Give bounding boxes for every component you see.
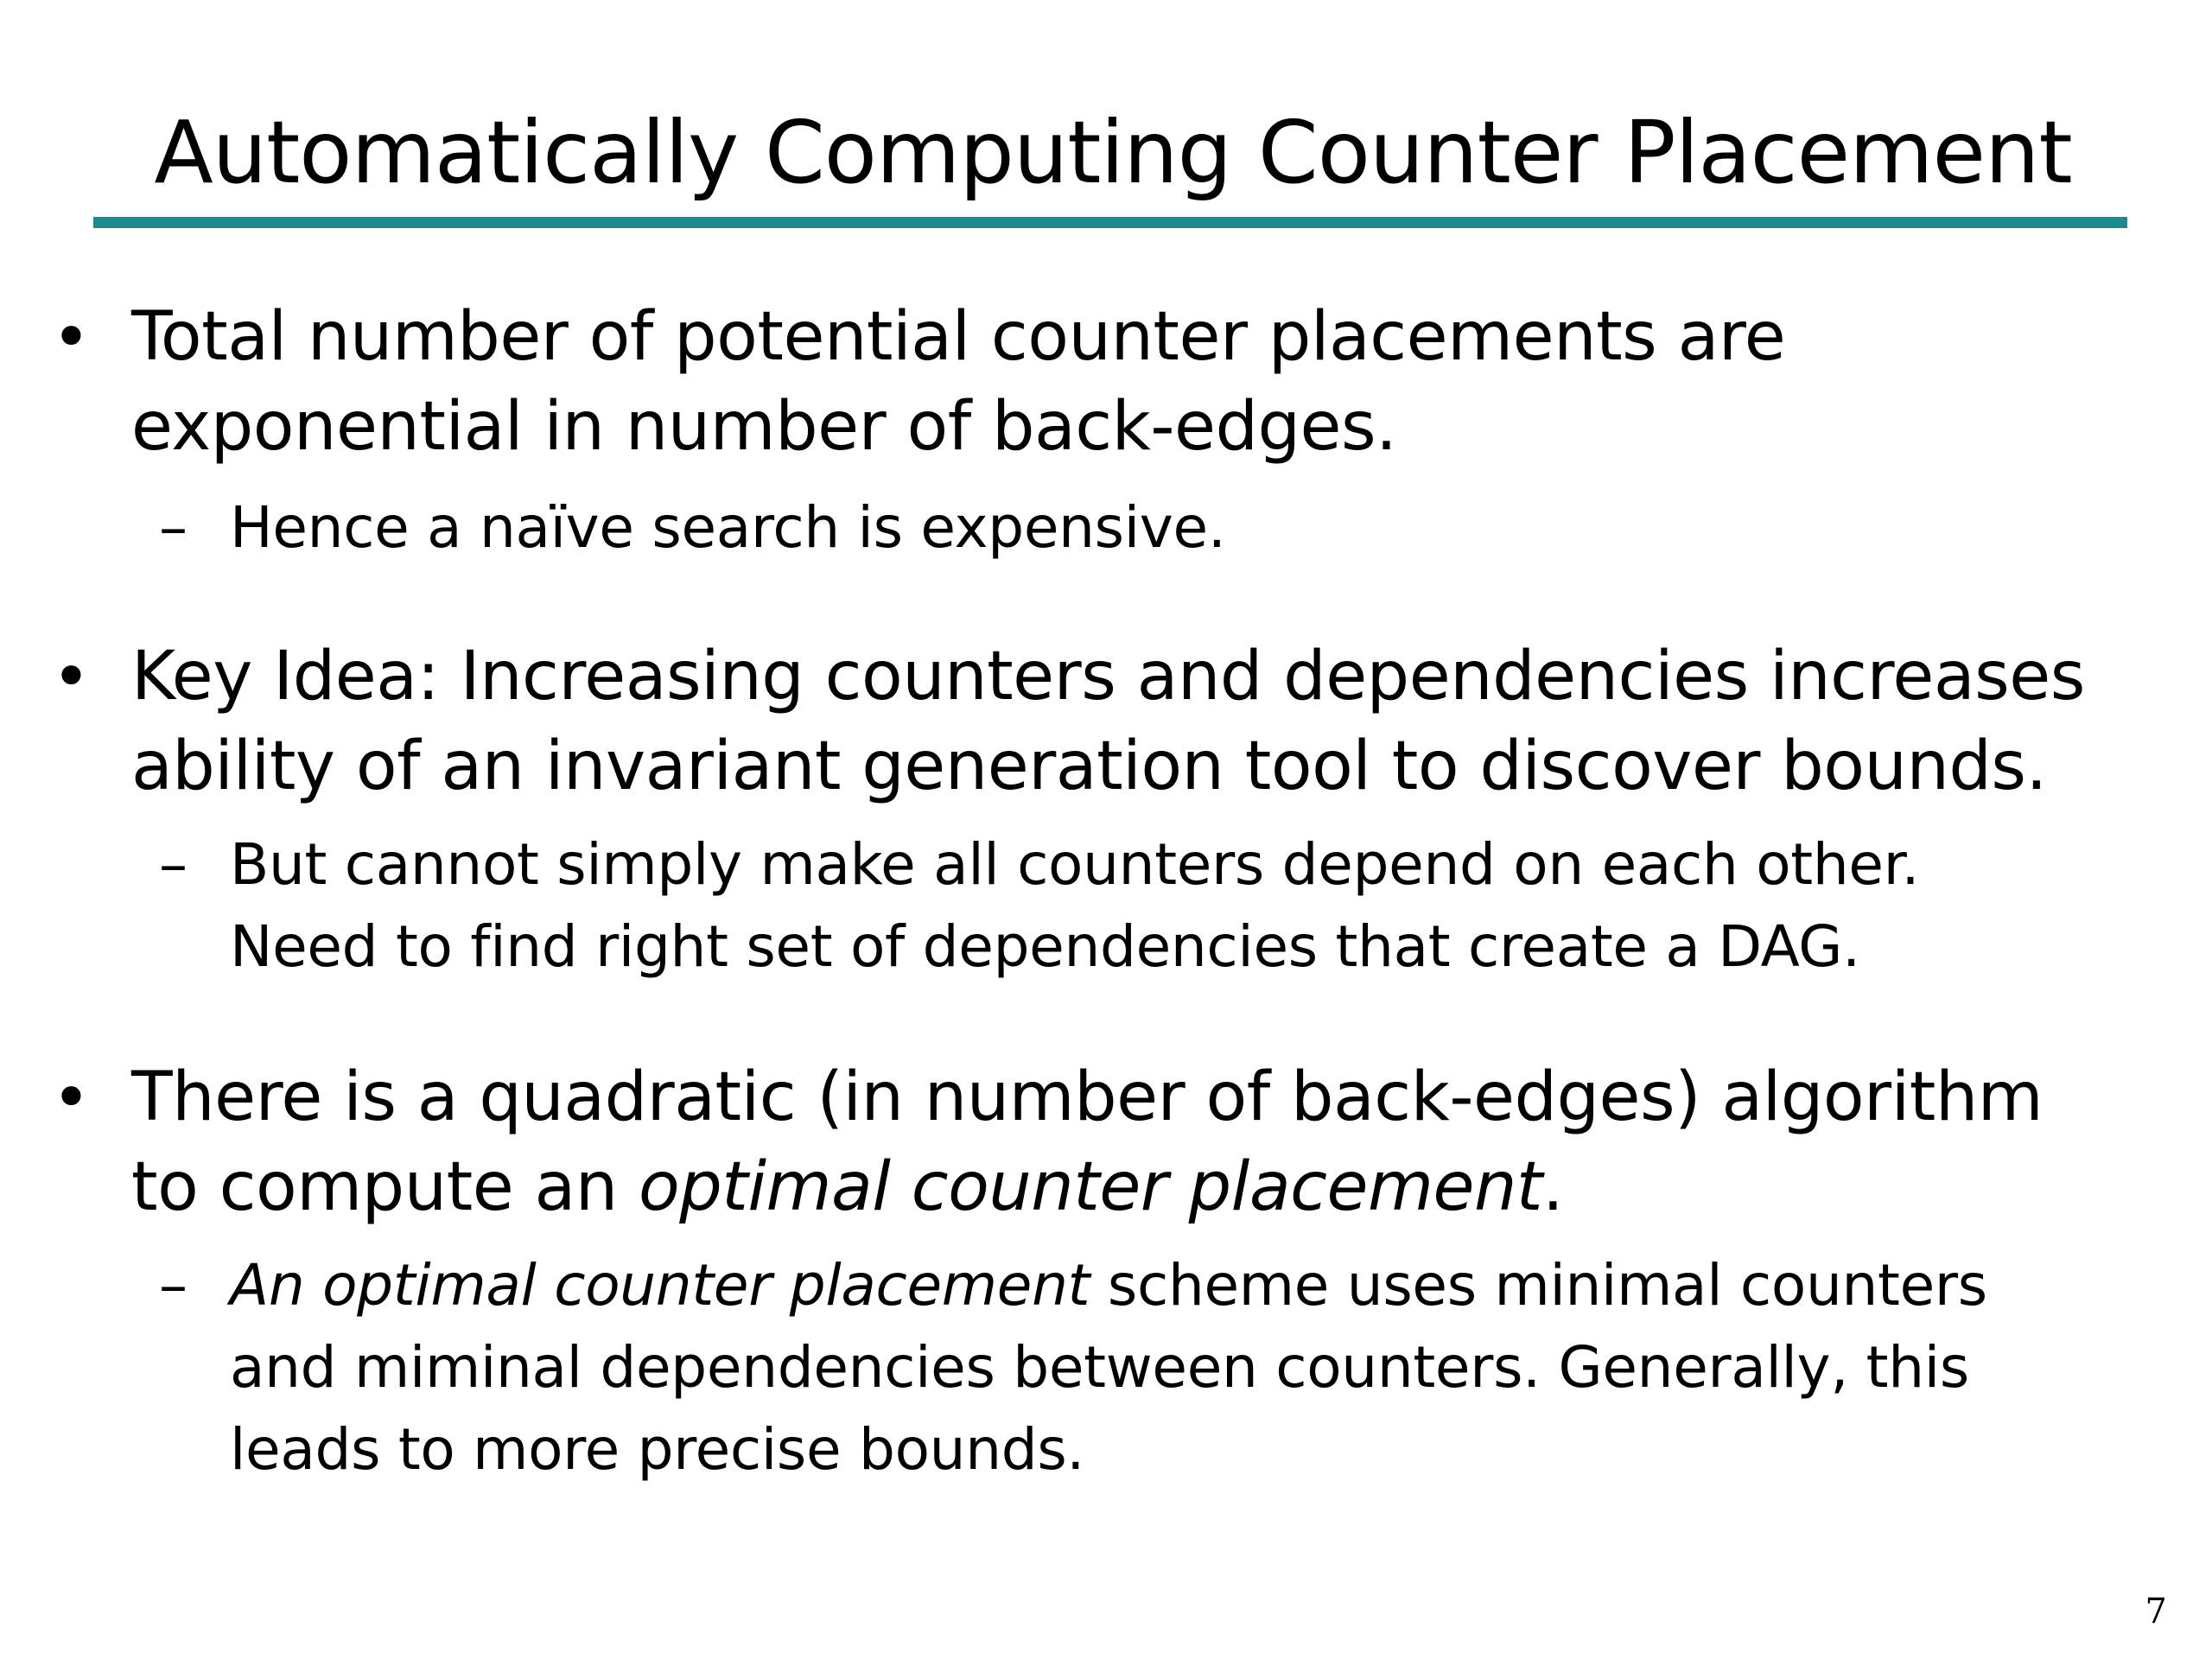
point-3-sub-line-3: leads to more precise bounds. — [230, 1416, 1085, 1483]
page-number: 7 — [2145, 1592, 2167, 1631]
point-3-sub-line-1 — [230, 1244, 2165, 1326]
bullet-icon: • — [52, 1058, 91, 1135]
point-2-line-2: ability of an invariant generation tool to discover bounds. — [131, 728, 2047, 805]
point-3-line-1: There is a quadratic (in number of back-edges) algorithm — [131, 1058, 2044, 1136]
point-2-sub-line-2: Need to find right set of dependencies that create a DAG. — [230, 913, 1860, 980]
point-3-sub-line-1-plain: scheme uses minimal counters — [1090, 1252, 1987, 1319]
bullet-icon: • — [52, 638, 91, 715]
point-3-sub-line-1-italic-a: An — [230, 1252, 323, 1319]
dash-icon: – — [159, 494, 188, 561]
slide-title: Automatically Computing Counter Placement — [154, 102, 2072, 203]
point-3-line-2-end: . — [1542, 1148, 1564, 1226]
point-3-line-2 — [131, 1142, 2188, 1232]
point-3-line-2-plain: to compute an — [131, 1148, 639, 1226]
dash-icon: – — [159, 1252, 188, 1319]
point-3-line-2-italic: optimal counter placement — [639, 1148, 1543, 1226]
point-2-sub-line-1: But cannot simply make all counters depend on each other. — [230, 831, 1920, 898]
point-2-line-1: Key Idea: Increasing counters and dependencies increases — [131, 638, 2085, 715]
point-1-sub-line-1: Hence a naïve search is expensive. — [230, 494, 1226, 561]
point-1-line-2: exponential in number of back-edges. — [131, 388, 1397, 466]
title-underline — [93, 217, 2127, 228]
bullet-icon: • — [52, 298, 91, 375]
point-3-sub-line-2: and miminal dependencies between counters. Generally, this — [230, 1334, 1969, 1401]
dash-icon: – — [159, 831, 188, 898]
point-1-line-1: Total number of potential counter placements are — [131, 298, 1786, 376]
point-3-sub-line-1-italic-b: optimal counter placement — [322, 1252, 1090, 1319]
